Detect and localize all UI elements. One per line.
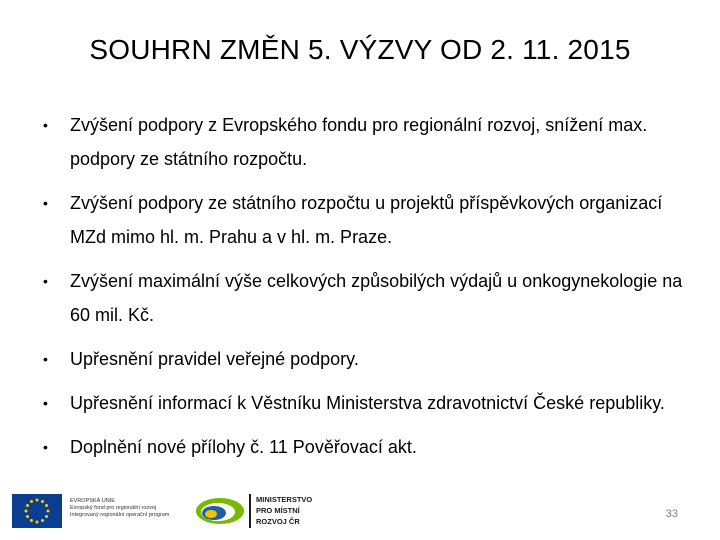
bullet-text: Zvýšení podpory z Evropského fondu pro regionální rozvoj, snížení max. podpory ze státního rozpočtu. bbox=[70, 115, 648, 169]
bullet-dot-icon: • bbox=[43, 273, 48, 289]
bullet-item bbox=[40, 342, 690, 376]
eu-logo-line: EVROPSKÁ UNIE bbox=[70, 498, 115, 504]
bullet-list bbox=[40, 108, 690, 474]
slide-title: SOUHRN ZMĚN 5. VÝZVY OD 2. 11. 2015 bbox=[89, 34, 631, 65]
bullet-text: Doplnění nové přílohy č. 11 Pověřovací akt. bbox=[70, 437, 417, 457]
mmr-logo-line: ROZVOJ ČR bbox=[256, 517, 300, 526]
bullet-dot-icon: • bbox=[43, 351, 48, 367]
bullet-item bbox=[40, 430, 690, 464]
bullet-text: Zvýšení maximální výše celkových způsobilých výdajů u onkogynekologie na 60 mil. Kč. bbox=[70, 271, 683, 325]
bullet-dot-icon: • bbox=[43, 117, 48, 133]
bullet-text: Upřesnění informací k Věstníku Ministerstva zdravotnictví České republiky. bbox=[70, 393, 665, 413]
bullet-dot-icon: • bbox=[43, 395, 48, 411]
eu-logo-text bbox=[70, 498, 190, 519]
mmr-logo-line: PRO MÍSTNÍ bbox=[256, 506, 300, 515]
eu-logo-line: Evropský fond pro regionální rozvoj bbox=[70, 505, 157, 511]
eu-stars-icon bbox=[12, 494, 62, 528]
mmr-logo-text bbox=[256, 494, 346, 527]
bullet-item bbox=[40, 186, 690, 254]
footer-logos bbox=[8, 490, 428, 532]
bullet-text: Upřesnění pravidel veřejné podpory. bbox=[70, 349, 359, 369]
mmr-logo-line: MINISTERSTVO bbox=[256, 495, 313, 504]
bullet-dot-icon: • bbox=[43, 195, 48, 211]
bullet-dot-icon: • bbox=[43, 439, 48, 455]
eu-logo-line: Integrovaný regionální operační program bbox=[70, 512, 170, 518]
mmr-separator bbox=[249, 494, 251, 528]
bullet-item bbox=[40, 108, 690, 176]
bullet-text: Zvýšení podpory ze státního rozpočtu u projektů příspěvkových organizací MZd mimo hl. m. Prahu a v hl. m. Praze. bbox=[70, 193, 663, 247]
eu-flag-icon bbox=[12, 494, 62, 528]
mmr-logo-icon bbox=[194, 494, 246, 528]
bullet-item bbox=[40, 386, 690, 420]
bullet-item bbox=[40, 264, 690, 332]
page-number: 33 bbox=[665, 508, 678, 520]
